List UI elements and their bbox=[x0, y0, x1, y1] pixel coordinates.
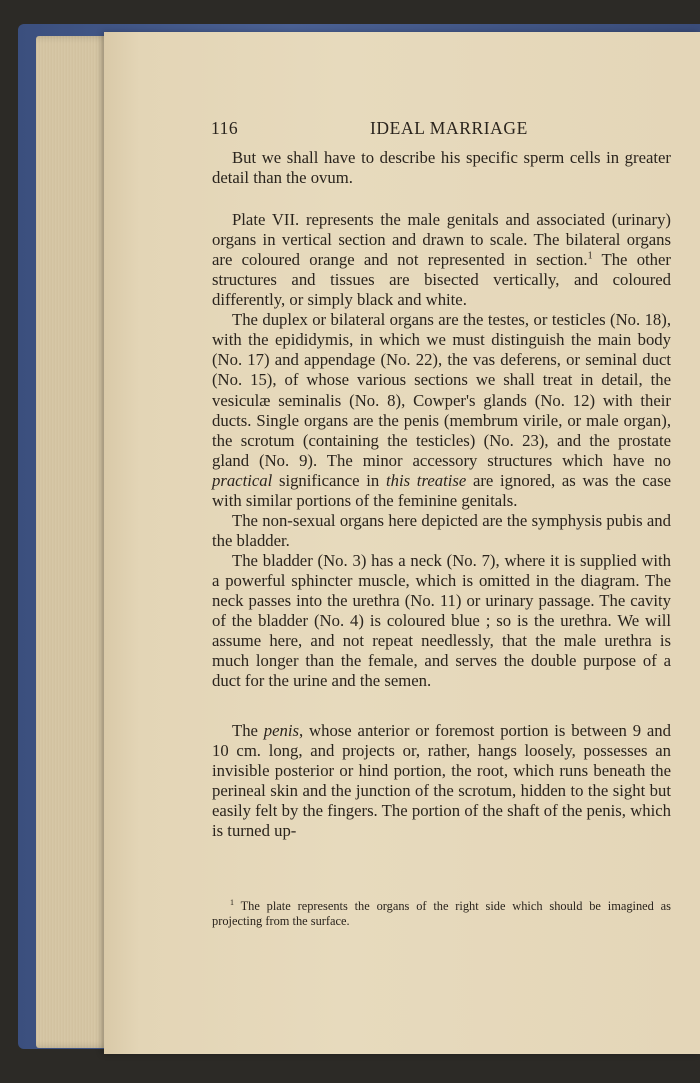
footnote-mark: 1 bbox=[230, 897, 234, 907]
body-text bbox=[212, 148, 671, 842]
text-run: significance in bbox=[272, 470, 386, 490]
italic-run: penis bbox=[263, 721, 300, 741]
text-run: The duplex or bilateral organs are the testes, or testicles (No. 18), with the epididymis, in which we must distinguish the main body (No. 17) and appendage (No. 22), the vas deferens, or seminal duct (No. 15), of whose various sections we shall treat in detail, the vesiculæ seminalis (No. 8), Cowper's glands (No. 12) with their ducts. Single organs are the penis (membrum virile, or male organ), the scrotum (containing the testicles) (No. 23), and the prostate gland (No. 9). The minor accessory structures which have no bbox=[212, 310, 671, 470]
page-header bbox=[0, 118, 700, 142]
text-run: Plate VII. represents the male genitals and associated (urinary) organs in vertical section and drawn to scale. The bilateral organs are coloured orange and not represented in section. bbox=[212, 210, 671, 270]
footnote-text: The plate represents the organs of the right side which should be imagined as projecting from the surface. bbox=[212, 899, 671, 928]
text-run: But we shall have to describe his specific sperm cells in greater detail than the ovum. bbox=[212, 148, 671, 188]
footnote-ref: 1 bbox=[587, 250, 593, 262]
text-run: , whose anterior or foremost portion is between 9 and 10 cm. long, and projects or, rather, hangs loosely, possesses an invisible posterior or hind portion, the root, which runs beneath the perineal skin and the junction of the scrotum, hidden to the sight but easily felt by the fingers. The portion of the shaft of the penis, which is turned up- bbox=[212, 721, 671, 841]
running-title: IDEAL MARRIAGE bbox=[370, 118, 528, 138]
paragraph-plate bbox=[212, 210, 671, 310]
italic-run: practical bbox=[212, 470, 273, 490]
text-run: are ignored, as was the case with similar portions of the feminine genitals. bbox=[212, 470, 671, 510]
text-run: The other structures and tissues are bisected vertically, and coloured differently, or simply black and white. bbox=[212, 250, 671, 310]
text-run: The bladder (No. 3) has a neck (No. 7), where it is supplied with a powerful sphincter muscle, which is omitted in the diagram. The neck passes into the urethra (No. 11) or urinary passage. The cavity of the bladder (No. 4) is coloured blue ; so is the urethra. We will assume here, and not repeat needlessly, that the male urethra is much longer than the female, and serves the double purpose of a duct for the urine and the semen. bbox=[212, 550, 671, 691]
text-run: The non-sexual organs here depicted are the symphysis pubis and the bladder. bbox=[212, 510, 671, 550]
paragraph-intro bbox=[212, 148, 671, 188]
paragraph-nonsexual bbox=[212, 511, 671, 551]
paragraph-bladder bbox=[212, 551, 671, 691]
page-number: 116 bbox=[211, 118, 239, 138]
paragraph-bilateral bbox=[212, 310, 671, 510]
text-run: The bbox=[232, 721, 264, 741]
paragraph-penis bbox=[212, 721, 671, 841]
italic-run: this treatise bbox=[385, 470, 467, 490]
page-edges bbox=[36, 36, 112, 1048]
footnote bbox=[212, 899, 671, 929]
